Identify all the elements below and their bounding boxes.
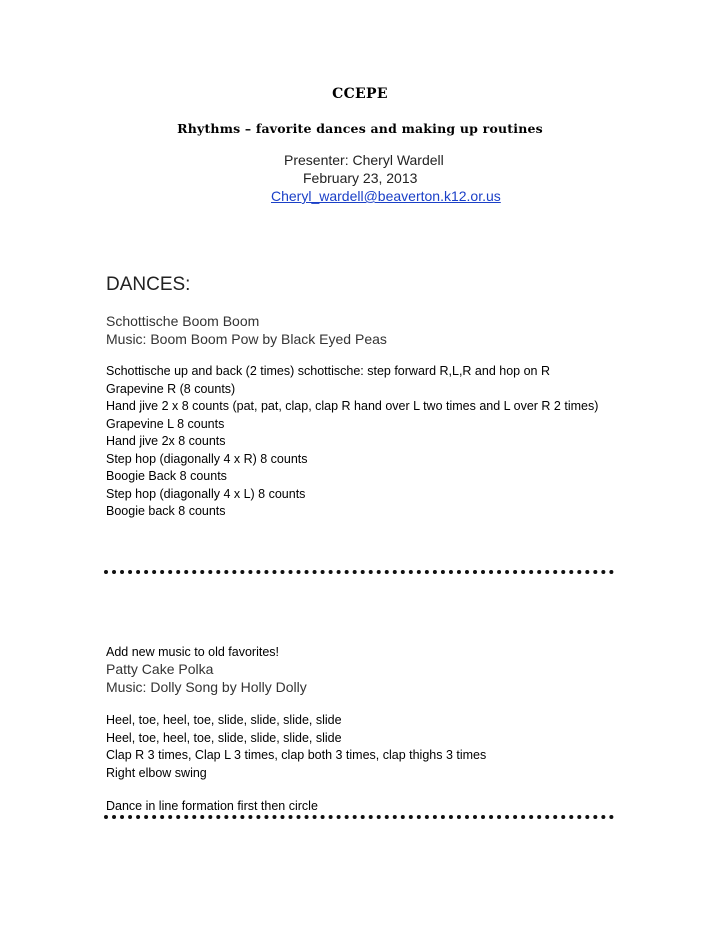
step-line: Boogie Back 8 counts bbox=[106, 469, 227, 483]
step-line: Clap R 3 times, Clap L 3 times, clap both 3 times, clap thighs 3 times bbox=[106, 748, 487, 762]
date-line: February 23, 2013 bbox=[303, 170, 418, 186]
dance2-intro: Add new music to old favorites! bbox=[106, 645, 279, 659]
step-line: Hand jive 2 x 8 counts (pat, pat, clap, clap R hand over L two times and L over R 2 times) bbox=[106, 399, 599, 413]
presenter-line: Presenter: Cheryl Wardell bbox=[284, 152, 444, 168]
email-link[interactable]: Cheryl_wardell@beaverton.k12.or.us bbox=[271, 188, 501, 204]
dance2-name: Patty Cake Polka bbox=[106, 661, 214, 677]
dotted-divider bbox=[104, 815, 614, 819]
step-line: Schottische up and back (2 times) schottische: step forward R,L,R and hop on R bbox=[106, 364, 550, 378]
dance2-note: Dance in line formation first then circle bbox=[106, 799, 318, 813]
dance2-steps bbox=[106, 712, 486, 782]
step-line: Step hop (diagonally 4 x L) 8 counts bbox=[106, 486, 306, 501]
document-title: CCEPE bbox=[332, 86, 388, 102]
dance1-music: Music: Boom Boom Pow by Black Eyed Peas bbox=[106, 331, 387, 347]
step-line: Grapevine L 8 counts bbox=[106, 416, 225, 431]
step-line: Hand jive 2x 8 counts bbox=[106, 434, 226, 448]
dotted-divider bbox=[104, 570, 614, 574]
dance1-steps bbox=[106, 363, 598, 521]
dance2-music: Music: Dolly Song by Holly Dolly bbox=[106, 679, 307, 695]
step-line: Grapevine R (8 counts) bbox=[106, 381, 236, 396]
step-line: Heel, toe, heel, toe, slide, slide, slide, slide bbox=[106, 730, 342, 745]
section-heading: DANCES: bbox=[106, 274, 191, 295]
step-line: Step hop (diagonally 4 x R) 8 counts bbox=[106, 451, 308, 466]
step-line: Right elbow swing bbox=[106, 765, 207, 780]
step-line: Heel, toe, heel, toe, slide, slide, slide, slide bbox=[106, 713, 342, 727]
document-subtitle: Rhythms – favorite dances and making up routines bbox=[177, 121, 543, 136]
dance1-name: Schottische Boom Boom bbox=[106, 313, 260, 329]
step-line: Boogie back 8 counts bbox=[106, 504, 226, 518]
